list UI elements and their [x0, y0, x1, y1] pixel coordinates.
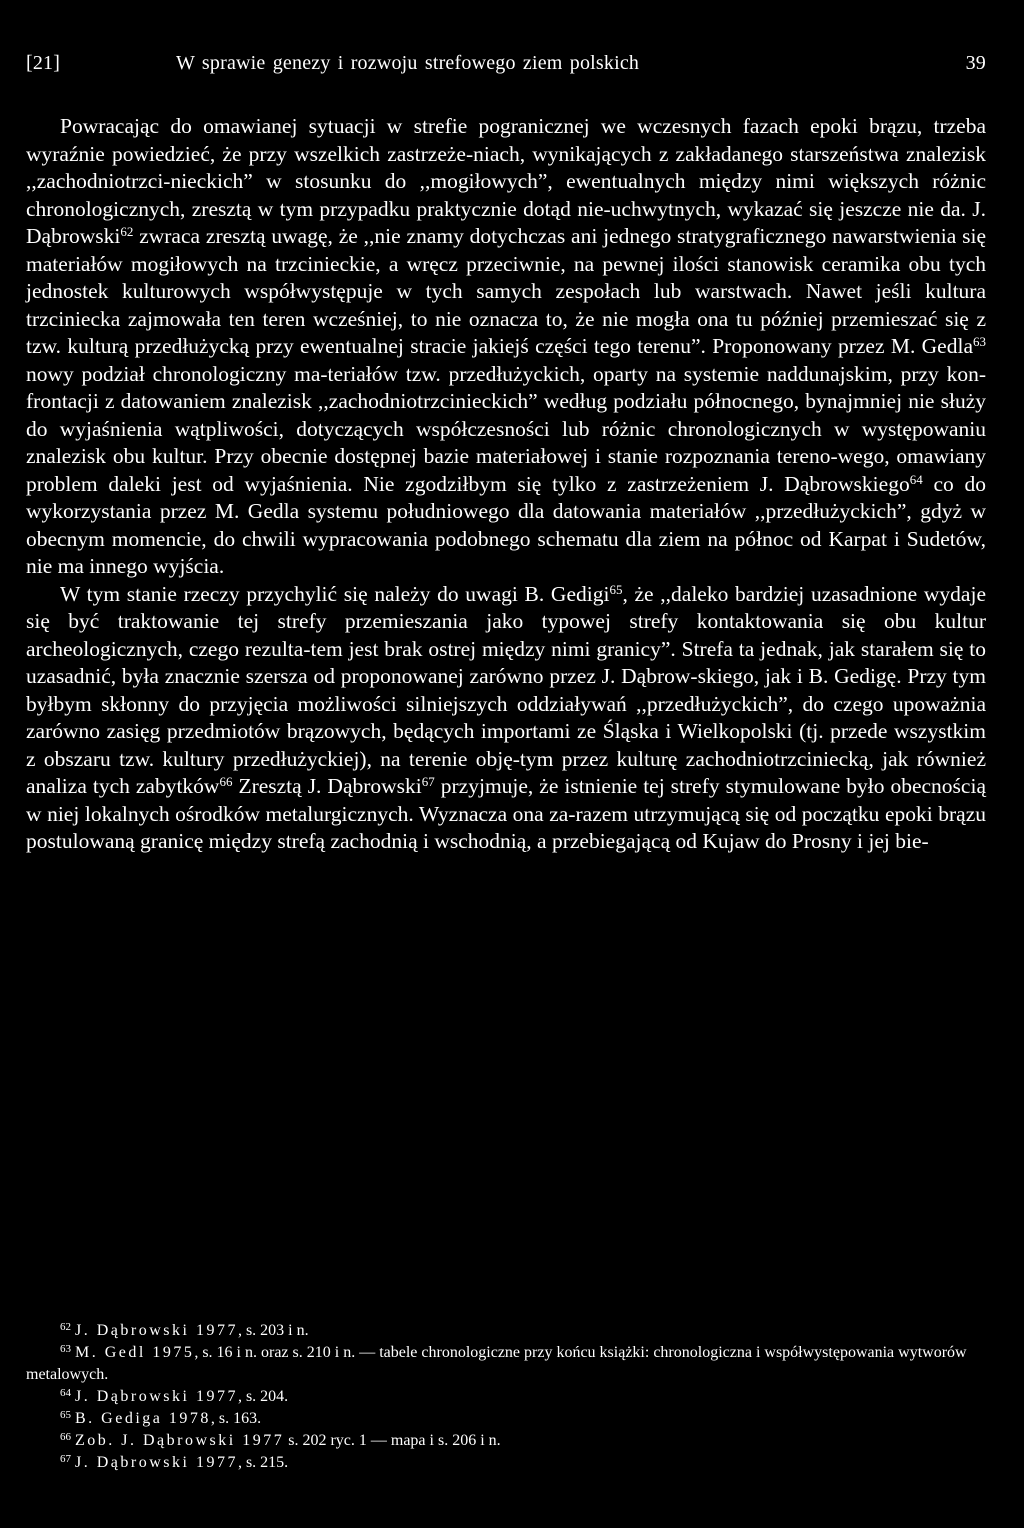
text-run: Zresztą J. Dąbrowski: [232, 774, 422, 798]
section-number: [21]: [26, 52, 61, 74]
footnote-author: B. Gediga 1978: [75, 1410, 211, 1427]
paragraph-1: [26, 113, 986, 581]
text-run: , że ,,daleko bardziej uzasadnione wydaje się być traktowanie tej strefy przemieszania jako typowej strefy kontaktowania się obu kultur archeologicznych, czego rezulta-tem jest brak ostrej między nimi granicy”. Strefa ta jednak, jak starałem się to uzasadnić, była znacznie szersza od proponowanej zarówno przez J. Dąbrow-skiego, jak i B. Gedigę. Przy tym byłbym skłonny do przyjęcia możliwości silniejszych oddziaływań ,,przedłużyckich”, do czego upoważnia zarówno zasięg przedmiotów brązowych, będących importami ze Śląska i Wielkopolski (tj. przede wszystkim z obszaru tzw. kultury przedłużyckiej), na terenie obję-tym przez kulturę zachodniotrzciniecką, jak również analiza tych zabytków: [26, 581, 986, 798]
footnotes: [26, 1320, 986, 1474]
footnote-65: [26, 1408, 986, 1430]
footnote-number: 64: [60, 1387, 71, 1399]
footnote-number: 67: [60, 1453, 71, 1465]
footnote-text: , s. 204.: [237, 1388, 289, 1405]
running-header: [26, 52, 986, 82]
footnote-author: J. Dąbrowski 1977: [75, 1322, 238, 1339]
footnote-text: , s. 163.: [210, 1410, 262, 1427]
footnote-text: , s. 16 i n. oraz s. 210 i n. — tabele chronologiczne przy końcu książki: chronologiczna i współwystępowania wytworów metalowych.: [26, 1344, 967, 1383]
text-run: przyjmuje, że istnienie tej strefy stymulowane było obecnością w niej lokalnych ośrodków metalurgicznych. Wyznacza ona za-razem utrzymującą się od początku epoki brązu postulowaną granicę między strefą zachodnią i wschodnią, a przebiegającą od Kujaw do Prosny i jej bie-: [26, 774, 986, 853]
footnote-ref-63[interactable]: 63: [973, 334, 986, 349]
footnote-author: Zob. J. Dąbrowski 1977: [75, 1432, 285, 1449]
footnote-author: J. Dąbrowski 1977: [75, 1388, 238, 1405]
page-number: 39: [965, 52, 986, 74]
text-run: W tym stanie rzeczy przychylić się należy do uwagi B. Gedigi: [60, 581, 610, 606]
footnote-67: [26, 1452, 986, 1474]
text-run: zwraca zresztą uwagę, że ,,nie znamy dotychczas ani jednego stratygraficznego nawarstwienia się materiałów mogiłowych na trzcinieckie, a wręcz przeciwnie, na pewnej ilości stanowisk ceramika obu tych jednostek kulturowych współwystępuje w tych samych zespołach lub warstwach. Nawet jeśli kultura trzciniecka zajmowała ten teren wcześniej, to nie oznacza to, że nie mogła ona tu później przemieszać się z tzw. kulturą przedłużycką przy ewentualnej stracie jakiejś części tego terenu”. Proponowany przez M. Gedla: [26, 224, 986, 358]
footnote-ref-67[interactable]: 67: [421, 774, 435, 789]
footnote-ref-62[interactable]: 62: [120, 224, 134, 239]
footnote-66: [26, 1430, 986, 1452]
footnote-author: J. Dąbrowski 1977: [75, 1454, 238, 1471]
footnote-text: , s. 215.: [237, 1454, 289, 1471]
footnote-ref-66[interactable]: 66: [219, 774, 233, 789]
footnote-text: s. 202 ryc. 1 — mapa i s. 206 i n.: [284, 1432, 501, 1449]
footnote-64: [26, 1386, 986, 1408]
footnote-number: 63: [60, 1343, 71, 1355]
main-text: [26, 113, 986, 856]
text-run: nowy podział chronologiczny ma-teriałów tzw. przedłużyckich, oparty na systemie naddunajskim, przy kon-frontacji z datowaniem znalezisk ,,zachodniotrzcinieckich” według podziału północnego, bynajmniej nie służy do wyjaśnienia wątpliwości, dotyczących współczesności lub różnic chronologicznych w występowaniu znalezisk obu kultur. Przy obecnie dostępnej bazie materiałowej i stanie rozpoznania tereno-wego, omawiany problem daleki jest od wyjaśnienia. Nie zgodziłbym się tylko z zastrzeżeniem J. Dąbrowskiego: [26, 361, 986, 496]
footnote-ref-65[interactable]: 65: [609, 581, 623, 597]
footnote-ref-64[interactable]: 64: [909, 471, 923, 487]
paragraph-2: [26, 581, 986, 856]
footnote-number: 65: [60, 1409, 71, 1421]
footnote-62: [26, 1320, 986, 1342]
footnote-author: M. Gedl 1975: [75, 1344, 195, 1361]
footnote-63: [26, 1342, 986, 1386]
footnote-number: 62: [60, 1321, 71, 1333]
text-run: co do wykorzystania przez M. Gedla systemu południowego dla datowania materiałów ,,przedłużyckich”, gdyż w obecnym momencie, do chwili wypracowania podobnego schematu dla ziem na północ od Karpat i Sudetów, nie ma innego wyjścia.: [26, 471, 987, 578]
footnote-text: , s. 203 i n.: [237, 1322, 309, 1339]
running-title: W sprawie genezy i rozwoju strefowego ziem polskich: [176, 52, 640, 74]
footnote-number: 66: [60, 1431, 71, 1443]
text-run: Powracając do omawianej sytuacji w strefie pogranicznej we wczesnych fazach epoki brązu, trzeba wyraźnie powiedzieć, że przy wszelkich zastrzeże-niach, wynikających z zakładanego starszeństwa znalezisk ,,zachodniotrzci-nieckich” w stosunku do ,,mogiłowych”, ewentualnych między nimi większych różnic chronologicznych, zresztą w tym przypadku praktycznie dotąd nie-uchwytnych, wykazać się jeszcze nie da. J. Dąbrowski: [26, 114, 986, 248]
